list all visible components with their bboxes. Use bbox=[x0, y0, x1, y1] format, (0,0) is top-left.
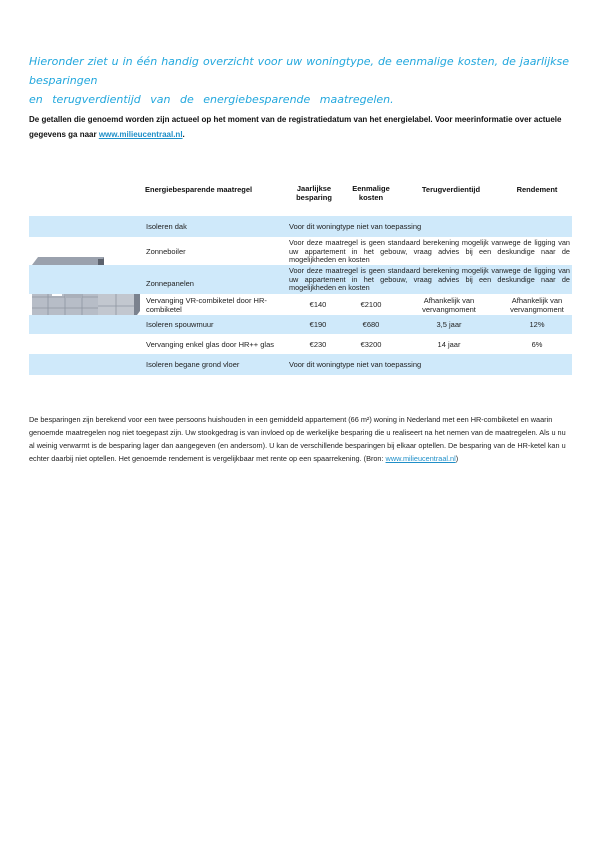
row-savings: €230 bbox=[309, 340, 327, 349]
header-payback: Terugverdientijd bbox=[421, 185, 481, 194]
table-row bbox=[29, 354, 572, 375]
row-payback: 14 jaar bbox=[437, 340, 461, 349]
row-description: Voor deze maatregel is geen standaard berekening mogelijk vanwege de ligging van uw appartement in het gebouw, vraag advies bij een deskundige naar de mogelijkheden en kosten bbox=[289, 266, 570, 292]
header-savings: Jaarlijkse besparing bbox=[296, 184, 332, 202]
row-name: Isoleren dak bbox=[146, 222, 187, 231]
row-yield: 12% bbox=[529, 320, 545, 329]
row-costs: €3200 bbox=[360, 340, 382, 349]
row-note: Voor dit woningtype niet van toepassing bbox=[289, 222, 422, 231]
table-row bbox=[29, 216, 572, 237]
row-description: Voor deze maatregel is geen standaard berekening mogelijk vanwege de ligging van uw appartement in het gebouw, vraag advies bij een deskundige naar de mogelijkheden en kosten bbox=[289, 238, 570, 264]
milieucentraal-source-link[interactable]: www.milieucentraal.nl bbox=[385, 454, 456, 463]
table-row bbox=[29, 237, 572, 265]
table-header bbox=[145, 184, 572, 208]
row-yield: 6% bbox=[531, 340, 543, 349]
notice-text bbox=[29, 112, 575, 142]
footnote-body: De besparingen zijn berekend voor een twee persoons huishouden in een gemiddeld appartement (66 m²) woning in Nederland met een HR-combiketel en waarin genoemde maatregelen nog niet toegepast zijn. Uw stookgedrag is van invloed op de werkelijke besparing die u realiseert na het nemen van de maatregelen. Als u nu al weinig verwarmt is de besparing lager dan aangegeven (en andersom). U kan de verschillende besparingen bij elkaar optellen. De besparing van de HR-ketel kan u echter daarbij niet optellen. Het genoemde rendement is vergelijkbaar met rente op een spaarrekening. (Bron: bbox=[29, 415, 566, 463]
row-yield: Afhankelijk van vervangmoment bbox=[510, 296, 564, 314]
header-yield: Rendement bbox=[516, 185, 558, 194]
row-name: Isoleren spouwmuur bbox=[146, 320, 214, 329]
header-costs: Eenmalige kosten bbox=[352, 184, 390, 202]
row-costs: €2100 bbox=[360, 300, 382, 309]
row-savings: €190 bbox=[309, 320, 327, 329]
row-name: Isoleren begane grond vloer bbox=[146, 360, 240, 369]
row-name: Zonneboiler bbox=[146, 247, 186, 256]
table-row bbox=[29, 334, 572, 354]
table-row bbox=[29, 315, 572, 334]
notice-suffix: . bbox=[182, 130, 185, 139]
header-measure: Energiebesparende maatregel bbox=[145, 185, 253, 194]
measures-table bbox=[29, 216, 572, 375]
row-name: Vervanging enkel glas door HR++ glas bbox=[146, 340, 274, 349]
row-savings: €140 bbox=[309, 300, 327, 309]
row-costs: €680 bbox=[362, 320, 380, 329]
row-payback: 3,5 jaar bbox=[436, 320, 462, 329]
intro-text bbox=[29, 52, 569, 109]
intro-line-2: en terugverdientijd van de energiebesparende maatregelen. bbox=[29, 93, 394, 106]
row-name: Zonnepanelen bbox=[146, 279, 194, 288]
row-payback: Afhankelijk van vervangmoment bbox=[422, 296, 476, 314]
row-note: Voor dit woningtype niet van toepassing bbox=[289, 360, 422, 369]
table-row bbox=[29, 294, 572, 315]
milieucentraal-link[interactable]: www.milieucentraal.nl bbox=[98, 130, 183, 139]
notice-body: De getallen die genoemd worden zijn actueel op het moment van de registratiedatum van het energielabel. Voor meerinformatie over actuele gegevens ga naar bbox=[29, 115, 562, 139]
footnote-text bbox=[29, 413, 573, 465]
row-name: Vervanging VR-combiketel door HR-combiketel bbox=[146, 296, 267, 314]
table-row bbox=[29, 265, 572, 294]
footnote-suffix: ) bbox=[455, 454, 459, 463]
intro-line-1: Hieronder ziet u in één handig overzicht voor uw woningtype, de eenmalige kosten, de jaarlijkse besparingen bbox=[29, 55, 569, 87]
